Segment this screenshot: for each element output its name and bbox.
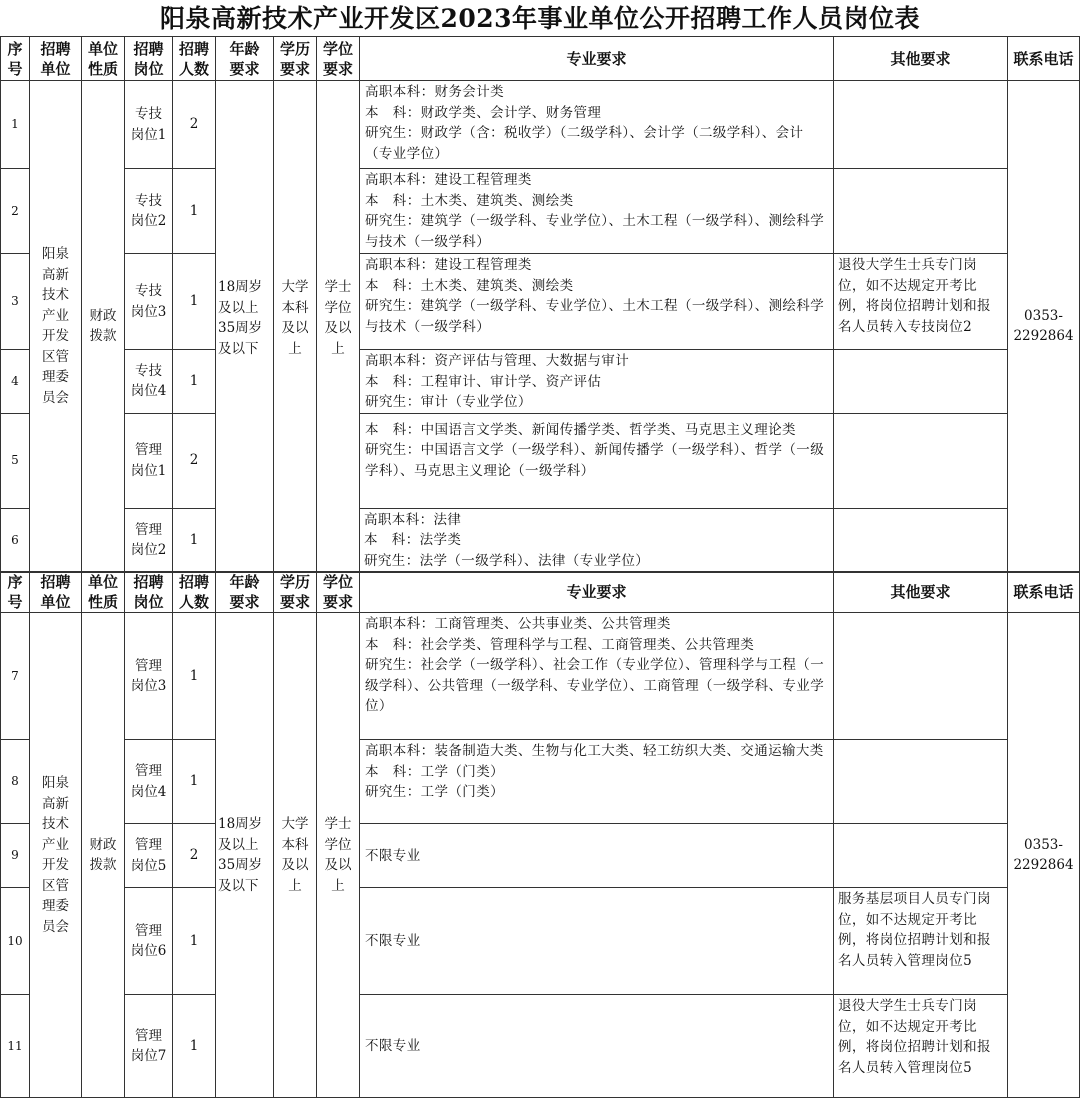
row-major: 不限专业 <box>360 824 834 888</box>
header-nature: 单位 性质 <box>82 572 125 613</box>
header-count: 招聘 人数 <box>173 37 216 81</box>
row-count: 1 <box>173 995 216 1098</box>
row-post: 管理 岗位2 <box>125 508 173 572</box>
contact-phone: 0353- 2292864 <box>1008 613 1080 1098</box>
row-post: 管理 岗位3 <box>125 613 173 740</box>
row-seq: 8 <box>1 740 30 824</box>
row-seq: 10 <box>1 888 30 995</box>
row-major: 高职本科：建设工程管理类 本 科：土木类、建筑类、测绘类 研究生：建筑学（一级学科、专业学位）、土木工程（一级学科）、测绘科学与技术（一级学科） <box>360 254 834 350</box>
age-requirement: 18周岁 及以上 35周岁 及以下 <box>216 81 274 573</box>
row-post: 管理 岗位1 <box>125 413 173 508</box>
row-other <box>834 81 1008 169</box>
table-row <box>1 81 1080 169</box>
contact-phone: 0353- 2292864 <box>1008 81 1080 573</box>
table-row <box>1 169 1080 254</box>
table-row <box>1 254 1080 350</box>
row-major: 高职本科：装备制造大类、生物与化工大类、轻工纺织大类、交通运输大类 本 科：工学（门类） 研究生：工学（门类） <box>360 740 834 824</box>
row-major: 高职本科：资产评估与管理、大数据与审计 本 科：工程审计、审计学、资产评估 研究生：审计（专业学位） <box>360 350 834 414</box>
row-seq: 9 <box>1 824 30 888</box>
edu-requirement: 大学 本科 及以 上 <box>274 81 317 573</box>
degree-requirement: 学士 学位 及以 上 <box>317 613 360 1098</box>
row-count: 1 <box>173 613 216 740</box>
row-post: 专技 岗位1 <box>125 81 173 169</box>
header-unit: 招聘 单位 <box>30 572 82 613</box>
row-major: 不限专业 <box>360 995 834 1098</box>
row-seq: 2 <box>1 169 30 254</box>
row-other: 服务基层项目人员专门岗位，如不达规定开考比例，将岗位招聘计划和报名人员转入管理岗位5 <box>834 888 1008 995</box>
row-count: 1 <box>173 169 216 254</box>
unit-nature: 财政 拨款 <box>82 81 125 573</box>
row-other <box>834 169 1008 254</box>
row-post: 管理 岗位6 <box>125 888 173 995</box>
unit-nature: 财政 拨款 <box>82 613 125 1098</box>
header-age: 年龄 要求 <box>216 572 274 613</box>
table-row <box>1 995 1080 1098</box>
row-seq: 3 <box>1 254 30 350</box>
header-seq: 序 号 <box>1 37 30 81</box>
row-other <box>834 350 1008 414</box>
row-major: 高职本科：财务会计类 本 科：财政学类、会计学、财务管理 研究生：财政学（含：税收学）（二级学科）、会计学（二级学科）、会计（专业学位） <box>360 81 834 169</box>
header-seq: 序 号 <box>1 572 30 613</box>
table-row <box>1 508 1080 572</box>
header-row <box>1 572 1080 613</box>
row-other: 退役大学生士兵专门岗位，如不达规定开考比例，将岗位招聘计划和报名人员转入管理岗位5 <box>834 995 1008 1098</box>
row-other <box>834 508 1008 572</box>
row-post: 专技 岗位3 <box>125 254 173 350</box>
row-other <box>834 613 1008 740</box>
header-major: 专业要求 <box>360 572 834 613</box>
header-count: 招聘 人数 <box>173 572 216 613</box>
header-row <box>1 37 1080 81</box>
edu-requirement: 大学 本科 及以 上 <box>274 613 317 1098</box>
row-post: 管理 岗位4 <box>125 740 173 824</box>
header-edu: 学历 要求 <box>274 572 317 613</box>
row-major: 高职本科：工商管理类、公共事业类、公共管理类 本 科：社会学类、管理科学与工程、工商管理类、公共管理类 研究生：社会学（一级学科）、社会工作（专业学位）、管理科学与工程（一级学科）、公共管理（一级学科、专业学位）、工商管理（一级学科、专业学位） <box>360 613 834 740</box>
table-row <box>1 888 1080 995</box>
row-other <box>834 824 1008 888</box>
row-count: 1 <box>173 254 216 350</box>
header-age: 年龄 要求 <box>216 37 274 81</box>
recruit-unit: 阳泉 高新 技术 产业 开发 区管 理委 员会 <box>30 613 82 1098</box>
header-degree: 学位 要求 <box>317 572 360 613</box>
row-major: 不限专业 <box>360 888 834 995</box>
row-seq: 11 <box>1 995 30 1098</box>
recruit-unit: 阳泉 高新 技术 产业 开发 区管 理委 员会 <box>30 81 82 573</box>
table-row <box>1 613 1080 740</box>
row-post: 管理 岗位7 <box>125 995 173 1098</box>
degree-requirement: 学士 学位 及以 上 <box>317 81 360 573</box>
row-major: 高职本科：建设工程管理类 本 科：土木类、建筑类、测绘类 研究生：建筑学（一级学科、专业学位）、土木工程（一级学科）、测绘科学与技术（一级学科） <box>360 169 834 254</box>
table-row <box>1 350 1080 414</box>
header-degree: 学位 要求 <box>317 37 360 81</box>
row-seq: 6 <box>1 508 30 572</box>
row-other <box>834 740 1008 824</box>
age-requirement: 18周岁 及以上 35周岁 及以下 <box>216 613 274 1098</box>
header-major: 专业要求 <box>360 37 834 81</box>
header-other: 其他要求 <box>834 572 1008 613</box>
header-phone: 联系电话 <box>1008 37 1080 81</box>
recruitment-table-part-2 <box>0 571 1080 1098</box>
row-other: 退役大学生士兵专门岗位，如不达规定开考比例，将岗位招聘计划和报名人员转入专技岗位2 <box>834 254 1008 350</box>
row-count: 2 <box>173 824 216 888</box>
row-seq: 4 <box>1 350 30 414</box>
row-count: 1 <box>173 888 216 995</box>
header-post: 招聘 岗位 <box>125 37 173 81</box>
row-seq: 1 <box>1 81 30 169</box>
header-unit: 招聘 单位 <box>30 37 82 81</box>
row-major: 高职本科：法律 本 科：法学类 研究生：法学（一级学科）、法律（专业学位） <box>360 508 834 572</box>
row-count: 1 <box>173 740 216 824</box>
header-post: 招聘 岗位 <box>125 572 173 613</box>
table-row <box>1 824 1080 888</box>
table-row <box>1 740 1080 824</box>
row-count: 2 <box>173 413 216 508</box>
header-other: 其他要求 <box>834 37 1008 81</box>
row-seq: 5 <box>1 413 30 508</box>
row-other <box>834 413 1008 508</box>
header-edu: 学历 要求 <box>274 37 317 81</box>
table-row <box>1 413 1080 508</box>
row-post: 管理 岗位5 <box>125 824 173 888</box>
header-phone: 联系电话 <box>1008 572 1080 613</box>
row-post: 专技 岗位4 <box>125 350 173 414</box>
row-post: 专技 岗位2 <box>125 169 173 254</box>
row-major: 本 科：中国语言文学类、新闻传播学类、哲学类、马克思主义理论类 研究生：中国语言文学（一级学科）、新闻传播学（一级学科）、哲学（一级学科）、马克思主义理论（一级学科） <box>360 413 834 508</box>
row-count: 1 <box>173 350 216 414</box>
page-title: 阳泉高新技术产业开发区2023年事业单位公开招聘工作人员岗位表 <box>159 4 921 33</box>
row-seq: 7 <box>1 613 30 740</box>
recruitment-table-part-1 <box>0 36 1080 573</box>
header-nature: 单位 性质 <box>82 37 125 81</box>
row-count: 2 <box>173 81 216 169</box>
row-count: 1 <box>173 508 216 572</box>
